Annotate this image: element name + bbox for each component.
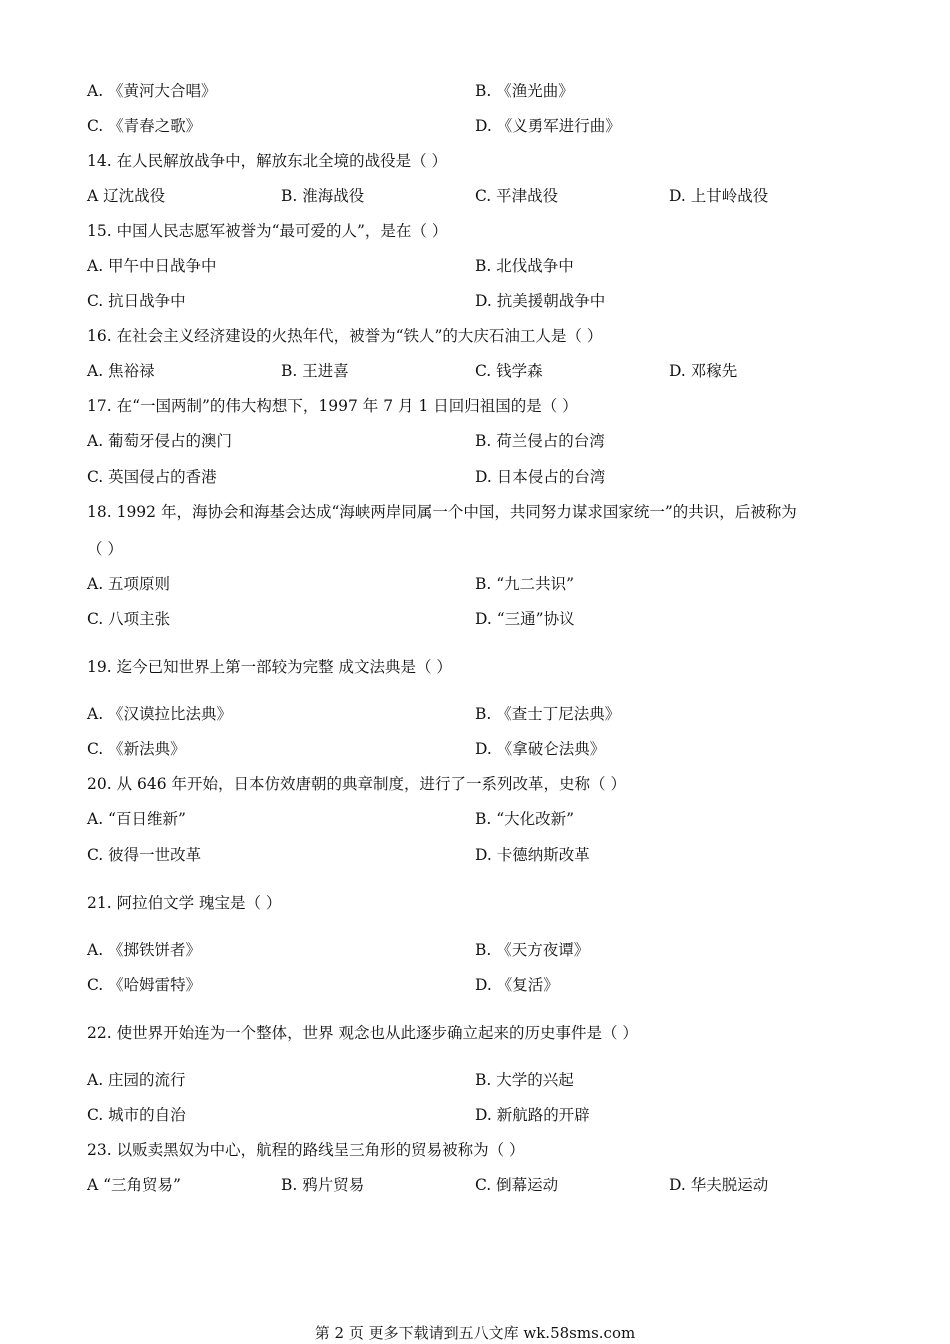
q20-options-row-1 xyxy=(87,807,870,831)
q20-options-row-2 xyxy=(87,843,870,867)
q15-option-b: B. 北伐战争中 xyxy=(475,257,574,275)
q23-option-d: D. 华夫脱运动 xyxy=(669,1176,769,1194)
q23-options xyxy=(87,1173,870,1197)
q14-option-d: D. 上甘岭战役 xyxy=(669,187,769,205)
q22-option-b: B. 大学的兴起 xyxy=(475,1071,574,1089)
q21-options-row-2 xyxy=(87,973,870,997)
q16-option-b: B. 王进喜 xyxy=(281,362,349,380)
q15-options-row-1 xyxy=(87,254,870,278)
q17-option-c: C. 英国侵占的香港 xyxy=(87,468,217,486)
q19-option-c: C. 《新法典》 xyxy=(87,740,186,758)
q18-stem: 18. 1992 年，海协会和海基会达成“海峡两岸同属一个中国，共同努力谋求国家统一”的共识，后被称为 xyxy=(87,503,797,521)
q18-option-a: A. 五项原则 xyxy=(87,575,171,593)
q16-stem: 16. 在社会主义经济建设的火热年代，被誉为“铁人”的大庆石油工人是（ ） xyxy=(87,327,603,345)
q14-stem: 14. 在人民解放战争中，解放东北全境的战役是（ ） xyxy=(87,152,448,170)
q17-options-row-2 xyxy=(87,465,870,489)
q14-option-b: B. 淮海战役 xyxy=(281,187,365,205)
q16-option-c: C. 钱学森 xyxy=(475,362,543,380)
q21-stem: 21. 阿拉伯文学 瑰宝是（ ） xyxy=(87,894,282,912)
q23-stem: 23. 以贩卖黑奴为中心，航程的路线呈三角形的贸易被称为（ ） xyxy=(87,1141,525,1159)
q13-option-c: C. 《青春之歌》 xyxy=(87,117,202,135)
q17-stem: 17. 在“一国两制”的伟大构想下，1997 年 7 月 1 日回归祖国的是（ ） xyxy=(87,397,578,415)
q20-option-c: C. 彼得一世改革 xyxy=(87,846,202,864)
q22-options-row-1 xyxy=(87,1068,870,1092)
q13-options-row-1 xyxy=(87,79,870,103)
q15-option-d: D. 抗美援朝战争中 xyxy=(475,292,606,310)
q15-stem: 15. 中国人民志愿军被誉为“最可爱的人”，是在（ ） xyxy=(87,222,448,240)
q15-option-c: C. 抗日战争中 xyxy=(87,292,186,310)
q22-stem: 22. 使世界开始连为一个整体，世界 观念也从此逐步确立起来的历史事件是（ ） xyxy=(87,1024,638,1042)
q18-option-b: B. “九二共识” xyxy=(475,575,575,593)
q22-option-a: A. 庄园的流行 xyxy=(87,1071,186,1089)
q21-option-d: D. 《复活》 xyxy=(475,976,559,994)
q21-option-c: C. 《哈姆雷特》 xyxy=(87,976,202,994)
q18-option-c: C. 八项主张 xyxy=(87,610,171,628)
q20-stem: 20. 从 646 年开始，日本仿效唐朝的典章制度，进行了一系列改革，史称（ ） xyxy=(87,775,626,793)
q14-option-c: C. 平津战役 xyxy=(475,187,559,205)
q17-option-a: A. 葡萄牙侵占的澳门 xyxy=(87,432,233,450)
q13-option-d: D. 《义勇军进行曲》 xyxy=(475,117,621,135)
q18-options-row-1 xyxy=(87,572,870,596)
q19-options-row-2 xyxy=(87,737,870,761)
q13-options-row-2 xyxy=(87,114,870,138)
q20-option-a: A. “百日维新” xyxy=(87,810,186,828)
q13-option-a: A. 《黄河大合唱》 xyxy=(87,82,217,100)
q16-options xyxy=(87,359,870,383)
q20-option-d: D. 卡德纳斯改革 xyxy=(475,846,590,864)
q23-option-b: B. 鸦片贸易 xyxy=(281,1176,365,1194)
q14-options xyxy=(87,184,870,208)
page-footer: 第 2 页 更多下载请到五八文库 wk.58sms.com xyxy=(314,1324,636,1342)
q21-options-row-1 xyxy=(87,938,870,962)
q15-option-a: A. 甲午中日战争中 xyxy=(87,257,217,275)
q17-option-d: D. 日本侵占的台湾 xyxy=(475,468,606,486)
q20-option-b: B. “大化改新” xyxy=(475,810,575,828)
q22-option-c: C. 城市的自治 xyxy=(87,1106,186,1124)
q17-options-row-1 xyxy=(87,429,870,453)
q19-option-a: A. 《汉谟拉比法典》 xyxy=(87,705,233,723)
q18-option-d: D. “三通”协议 xyxy=(475,610,575,628)
q23-option-c: C. 倒幕运动 xyxy=(475,1176,559,1194)
q16-option-d: D. 邓稼先 xyxy=(669,362,738,380)
q13-option-b: B. 《渔光曲》 xyxy=(475,82,574,100)
q22-options-row-2 xyxy=(87,1103,870,1127)
q19-option-b: B. 《查士丁尼法典》 xyxy=(475,705,621,723)
q17-option-b: B. 荷兰侵占的台湾 xyxy=(475,432,605,450)
q19-option-d: D. 《拿破仑法典》 xyxy=(475,740,606,758)
q21-option-a: A. 《掷铁饼者》 xyxy=(87,941,202,959)
q18-stem-continued: （ ） xyxy=(87,540,123,558)
q19-options-row-1 xyxy=(87,702,870,726)
q18-options-row-2 xyxy=(87,607,870,631)
q15-options-row-2 xyxy=(87,289,870,313)
q21-option-b: B. 《天方夜谭》 xyxy=(475,941,590,959)
q19-stem: 19. 迄今已知世界上第一部较为完整 成文法典是（ ） xyxy=(87,658,452,676)
q14-option-a: A 辽沈战役 xyxy=(87,187,166,205)
q16-option-a: A. 焦裕禄 xyxy=(87,362,155,380)
q22-option-d: D. 新航路的开辟 xyxy=(475,1106,590,1124)
q23-option-a: A “三角贸易” xyxy=(87,1176,181,1194)
